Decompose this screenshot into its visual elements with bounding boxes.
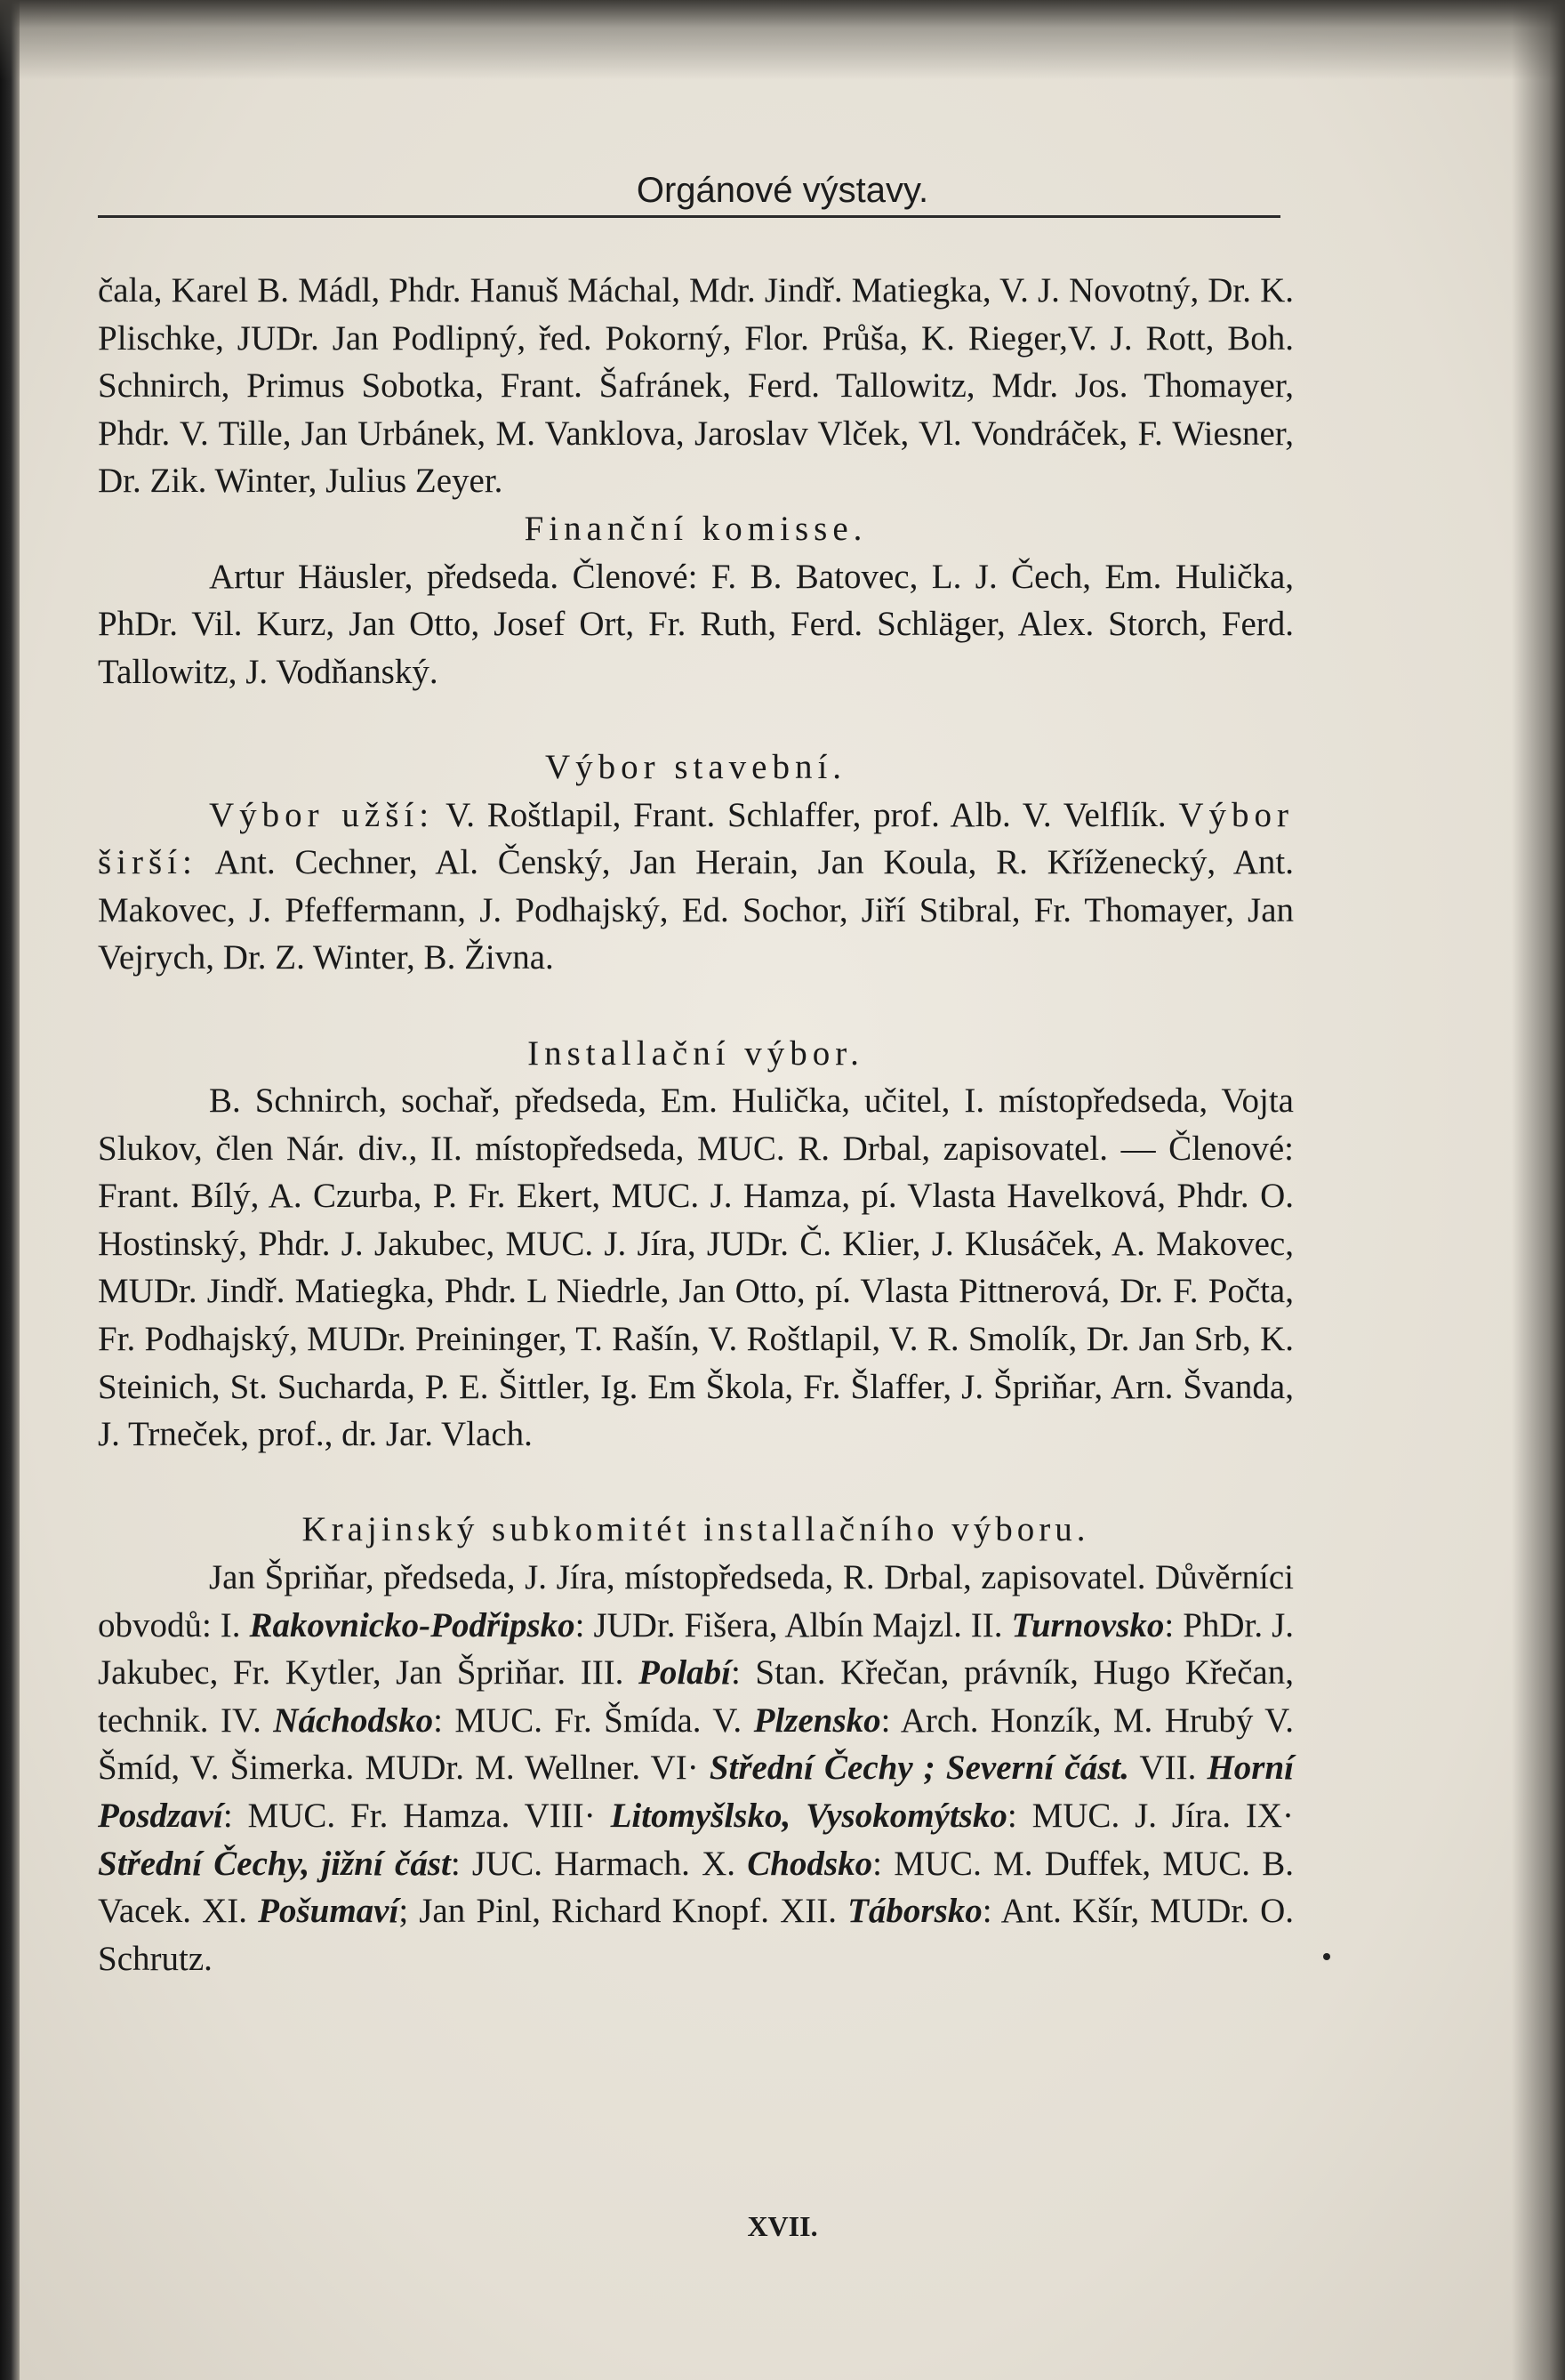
text-segment: : MUC. Fr. Šmída. V. xyxy=(433,1701,754,1740)
text-segment: Jan Špriňar, předseda, J. Jíra, místopředseda, R. Drbal, zapisovatel. Důvěrníci obvodů: I. xyxy=(98,1558,1294,1644)
text-segment: ; Jan Pinl, Richard Knopf. XII. xyxy=(398,1892,848,1931)
district-name: Střední Čechy ; Severní část. xyxy=(709,1749,1129,1788)
district-name: Litomyšlsko, Vysokomýtsko xyxy=(610,1797,1007,1835)
paragraph-krajinsky-subkomitet xyxy=(98,1554,1294,1982)
heading-vybor-stavebni: Výbor stavební. xyxy=(544,747,847,786)
page-number: XVII. xyxy=(747,2210,818,2242)
section-gap xyxy=(98,982,1294,1030)
book-spine-edge xyxy=(0,0,20,2380)
heading-financni-komisse: Finanční komisse. xyxy=(524,509,868,548)
paragraph-member-list: čala, Karel B. Mádl, Phdr. Hanuš Máchal, Mdr. Jindř. Matiegka, V. J. Novotný, Dr. K. Plischke, JUDr. Jan Podlipný, řed. Pokorný, Flor. Průša, K. Rieger,V. J. Rott, Boh. Schnirch, Primus Sobotka, Frant. Šafránek, Ferd. Tallowitz, Mdr. Jos. Thomayer, Phdr. V. Tille, Jan Urbánek, M. Vanklova, Jaroslav Vlček, Vl. Vondráček, F. Wiesner, Dr. Zik. Winter, Julius Zeyer. xyxy=(98,271,1294,501)
district-name: Polabí xyxy=(638,1653,731,1693)
paragraph-installacni-vybor: B. Schnirch, sochař, předseda, Em. Hulička, učitel, I. místopředseda, Vojta Slukov, člen Nár. div., II. místopředseda, MUC. R. Drbal, zapisovatel. — Členové: Frant. Bílý, A. Czurba, P. Fr. Ekert, MUC. J. Hamza, pí. Vlasta Havelková, Phdr. O. Hostinský, Phdr. J. Jakubec, MUC. J. Jíra, JUDr. Č. Klier, J. Klusáček, A. Makovec, MUDr. Jindř. Matiegka, Phdr. L Niedrle, Jan Otto, pí. Vlasta Pittnerová, Dr. F. Počta, Fr. Podhajský, MUDr. Preininger, T. Rašín, V. Roštlapil, V. R. Smolík, Dr. Jan Srb, K. Steinich, St. Sucharda, P. E. Šittler, Ig. Em Škola, Fr. Šlaffer, J. Špriňar, Arn. Švanda, J. Trneček, prof., dr. Jar. Vlach. xyxy=(98,1081,1294,1454)
heading-krajinsky-subkomitet: Krajinský subkomitét installačního výboru. xyxy=(301,1510,1090,1549)
district-name: Horní Posdzaví xyxy=(98,1749,1295,1835)
district-name: Střední Čechy, jižní část xyxy=(98,1844,451,1883)
text-segment: : JUC. Harmach. X. xyxy=(450,1844,748,1883)
district-name: Rakovnicko-Podřipsko xyxy=(249,1605,575,1644)
label-vybor-sirsi: Výbor širší: xyxy=(98,795,1294,882)
district-name: Chodsko xyxy=(747,1844,873,1883)
text-segment: : MUC. J. Jíra. IX· xyxy=(1007,1797,1295,1835)
section-gap xyxy=(98,1459,1294,1507)
heading-installacni-vybor: Installační výbor. xyxy=(527,1033,864,1073)
text-vybor-uzsi: V. Roštlapil, Frant. Schlaffer, prof. Alb. V. Velflík. xyxy=(434,795,1179,834)
text-segment: : Stan. Křečan, právník, Hugo Křečan, technik. IV. xyxy=(98,1653,1294,1740)
right-edge-shadow xyxy=(1512,0,1565,2380)
text-vybor-sirsi: Ant. Cechner, Al. Čenský, Jan Herain, Jan Koula, R. Kříženecký, Ant. Makovec, J. Pfeffermann, J. Podhajský, Ed. Sochor, Jiří Stibral, Fr. Thomayer, Jan Vejrych, Dr. Z. Winter, B. Živna. xyxy=(98,843,1294,977)
text-segment: : Arch. Honzík, M. Hrubý V. Šmíd, V. Šimerka. MUDr. M. Wellner. VI· xyxy=(98,1701,1294,1788)
speck-mark xyxy=(1323,1953,1330,1960)
page-body xyxy=(98,267,1294,1982)
district-name: Turnovsko xyxy=(1011,1605,1165,1644)
section-gap xyxy=(98,696,1294,744)
text-segment: : MUC. Fr. Hamza. VIII· xyxy=(222,1797,611,1835)
running-head: Orgánové výstavy. xyxy=(636,171,929,210)
text-segment: : Ant. Kšír, MUDr. O. Schrutz. xyxy=(98,1892,1294,1978)
label-vybor-uzsi: Výbor užší: xyxy=(209,795,435,834)
paragraph-financni-komisse: Artur Häusler, předseda. Členové: F. B. Batovec, L. J. Čech, Em. Hulička, PhDr. Vil. Kurz, Jan Otto, Josef Ort, Fr. Ruth, Ferd. Schläger, Alex. Storch, Ferd. Tallowitz, J. Vodňanský. xyxy=(98,557,1294,691)
header-rule xyxy=(98,215,1280,218)
top-edge-shadow xyxy=(0,0,1565,80)
text-segment: VII. xyxy=(1128,1749,1208,1788)
district-name: Náchodsko xyxy=(273,1701,434,1740)
text-segment: : PhDr. J. Jakubec, Fr. Kytler, Jan Špriňar. III. xyxy=(98,1605,1295,1693)
text-segment: : MUC. M. Duffek, MUC. B. Vacek. XI. xyxy=(98,1844,1294,1931)
district-name: Plzensko xyxy=(753,1701,881,1740)
district-name: Pošumaví xyxy=(258,1892,399,1931)
text-segment: : JUDr. Fišera, Albín Majzl. II. xyxy=(574,1605,1012,1644)
paragraph-vybor-stavebni xyxy=(98,792,1294,982)
district-name: Táborsko xyxy=(847,1892,983,1931)
